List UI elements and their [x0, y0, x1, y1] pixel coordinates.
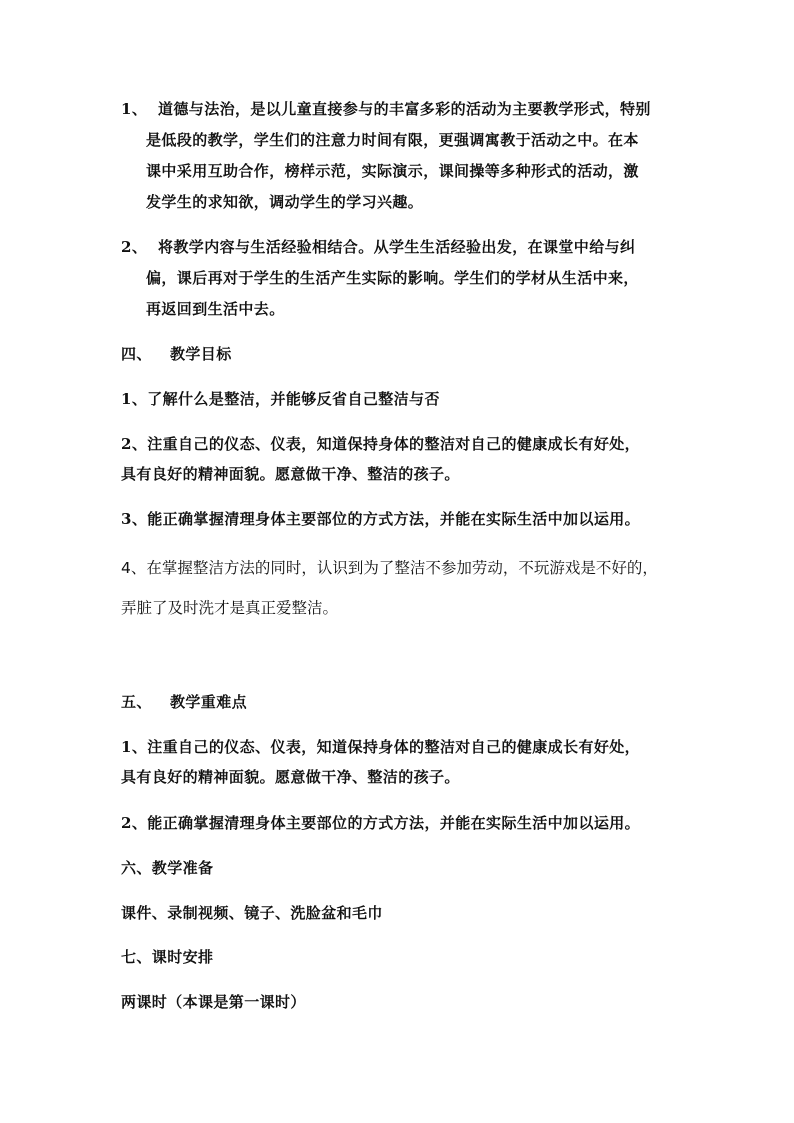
- point-1-line-1: 道德与法治，是以儿童直接参与的丰富多彩的活动为主要教学形式，特别: [158, 100, 651, 118]
- point-1-line-2: 是低段的教学，学生们的注意力时间有限，更强调寓教于活动之中。在本: [146, 131, 639, 149]
- key-point-1-line-2: 具有良好的精神面貌。愿意做干净、整洁的孩子。: [121, 768, 460, 786]
- section-5-heading: 教学重难点: [170, 693, 248, 711]
- point-2-line-2: 偏，课后再对于学生的生活产生实际的影响。学生们的学材从生活中来，: [146, 269, 639, 287]
- section-7-heading: 七、课时安排: [121, 948, 214, 966]
- goal-4-line-2: 弄脏了及时洗才是真正爱整洁。: [121, 599, 339, 617]
- section-5-heading-number: 五、: [121, 693, 152, 711]
- section-4-heading-number: 四、: [121, 345, 152, 363]
- goal-2-line-2: 具有良好的精神面貌。愿意做干净、整洁的孩子。: [121, 465, 460, 483]
- point-1-number: 1、: [121, 100, 148, 118]
- point-2-line-3: 再返回到生活中去。: [146, 300, 285, 318]
- goal-1: 1、了解什么是整洁，并能够反省自己整洁与否: [121, 390, 440, 408]
- point-1-line-3: 课中采用互助合作，榜样示范，实际演示，课间操等多种形式的活动，激: [146, 162, 639, 180]
- point-2-number: 2、: [121, 238, 148, 256]
- section-6-content: 课件、录制视频、镜子、洗脸盆和毛巾: [121, 904, 383, 922]
- section-6-heading: 六、教学准备: [121, 859, 214, 877]
- goal-2-line-1: 2、注重自己的仪态、仪表，知道保持身体的整洁对自己的健康成长有好处，: [121, 435, 641, 453]
- goal-4-line-1: 4、在掌握整洁方法的同时，认识到为了整洁不参加劳动，不玩游戏是不好的，: [121, 559, 658, 577]
- section-7-content: 两课时（本课是第一课时）: [121, 993, 306, 1011]
- point-2-line-1: 将教学内容与生活经验相结合。从学生生活经验出发，在课堂中给与纠: [158, 238, 636, 256]
- section-4-heading: 教学目标: [170, 345, 232, 363]
- key-point-2: 2、能正确掌握清理身体主要部位的方式方法，并能在实际生活中加以运用。: [121, 814, 641, 832]
- key-point-1-line-1: 1、注重自己的仪态、仪表，知道保持身体的整洁对自己的健康成长有好处，: [121, 738, 641, 756]
- point-1-line-4: 发学生的求知欲，调动学生的学习兴趣。: [146, 193, 424, 211]
- goal-3: 3、能正确掌握清理身体主要部位的方式方法，并能在实际生活中加以运用。: [121, 510, 641, 528]
